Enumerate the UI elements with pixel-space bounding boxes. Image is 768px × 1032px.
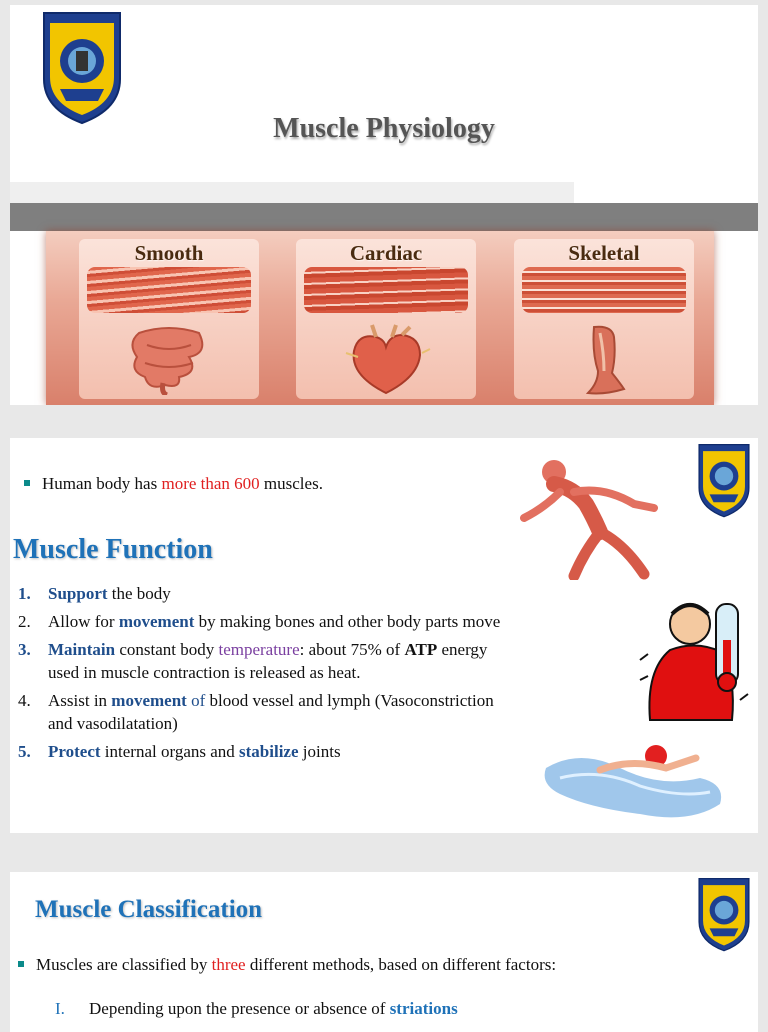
section-heading: Muscle Function [13,534,213,565]
list-text-segment: constant body [115,640,219,659]
bullet-marker [18,961,24,967]
cold-person-icon [636,590,752,728]
list-number: 4. [18,691,31,710]
muscle-card-smooth [79,239,259,399]
list-text-segment: of [186,691,206,710]
slide-3 [10,872,758,1032]
list-number: 5. [18,742,31,761]
slide-1 [10,5,758,405]
roman-list-item [55,999,458,1019]
list-text-segment: stabilize [239,742,299,761]
list-number: 3. [18,640,31,659]
list-text-segment: Protect [48,742,101,761]
classification-intro-bullet [18,955,556,975]
slide-title: Muscle Physiology [273,113,495,144]
function-list-item [18,610,518,633]
list-text-segment: internal organs and [100,742,240,761]
list-text-segment: blood vessel and lymph (Vasoconstriction and vasodilatation) [48,691,494,733]
roman-numeral: I. [55,999,65,1018]
list-text-segment: movement [118,612,195,631]
smooth-fiber-image [87,267,251,313]
muscle-type-name: Skeletal [568,241,640,265]
intro-prefix: Human body has [42,474,162,493]
list-text-segment: the body [107,584,171,603]
function-list-item [18,689,518,735]
bullet-marker [24,480,30,486]
list-number: 1. [18,584,31,603]
list-text-segment: Support [48,584,108,603]
intro-highlight: three [211,955,246,974]
muscle-types-panel [46,231,714,405]
intro-bullet [24,474,323,494]
leg-icon [554,323,654,395]
intro-suffix: different methods, based on different factors: [245,955,557,974]
list-text-segment: energy used in muscle contraction is released as heat. [48,640,488,682]
section-heading: Muscle Classification [35,896,263,923]
list-text-segment: by making bones and other body parts move [194,612,501,631]
list-text-segment: movement [111,691,187,710]
intestine-icon [119,323,219,395]
list-text-segment: : about 75% of [299,640,405,659]
list-text-segment: temperature [218,640,300,659]
muscle-card-cardiac [296,239,476,399]
list-text-segment: ATP [404,640,438,659]
muscle-card-skeletal [514,239,694,399]
function-list-item [18,582,518,605]
swimmer-icon [540,738,730,828]
intro-prefix: Muscles are classified by [36,955,212,974]
list-text-segment: Maintain [48,640,116,659]
muscle-type-name: Cardiac [349,241,423,265]
roman-highlight: striations [389,999,458,1018]
list-text-segment: Assist in [48,691,112,710]
intro-suffix: muscles. [259,474,323,493]
muscle-type-name: Smooth [134,241,204,265]
university-logo [40,9,124,125]
function-list [18,582,518,768]
university-logo [696,442,752,518]
function-list-item [18,740,518,763]
function-list-item [18,638,518,684]
list-number: 2. [18,612,31,631]
cardiac-fiber-image [304,267,468,313]
university-logo [696,876,752,952]
running-muscle-figure [514,448,664,580]
light-divider [10,182,574,203]
roman-text: Depending upon the presence or absence of [89,999,390,1018]
heart-icon [336,323,436,395]
slide-2 [10,438,758,833]
list-text-segment: joints [298,742,341,761]
list-text-segment: Allow for [48,612,119,631]
skeletal-fiber-image [522,267,686,313]
grey-divider [10,203,758,231]
intro-highlight: more than 600 [161,474,260,493]
